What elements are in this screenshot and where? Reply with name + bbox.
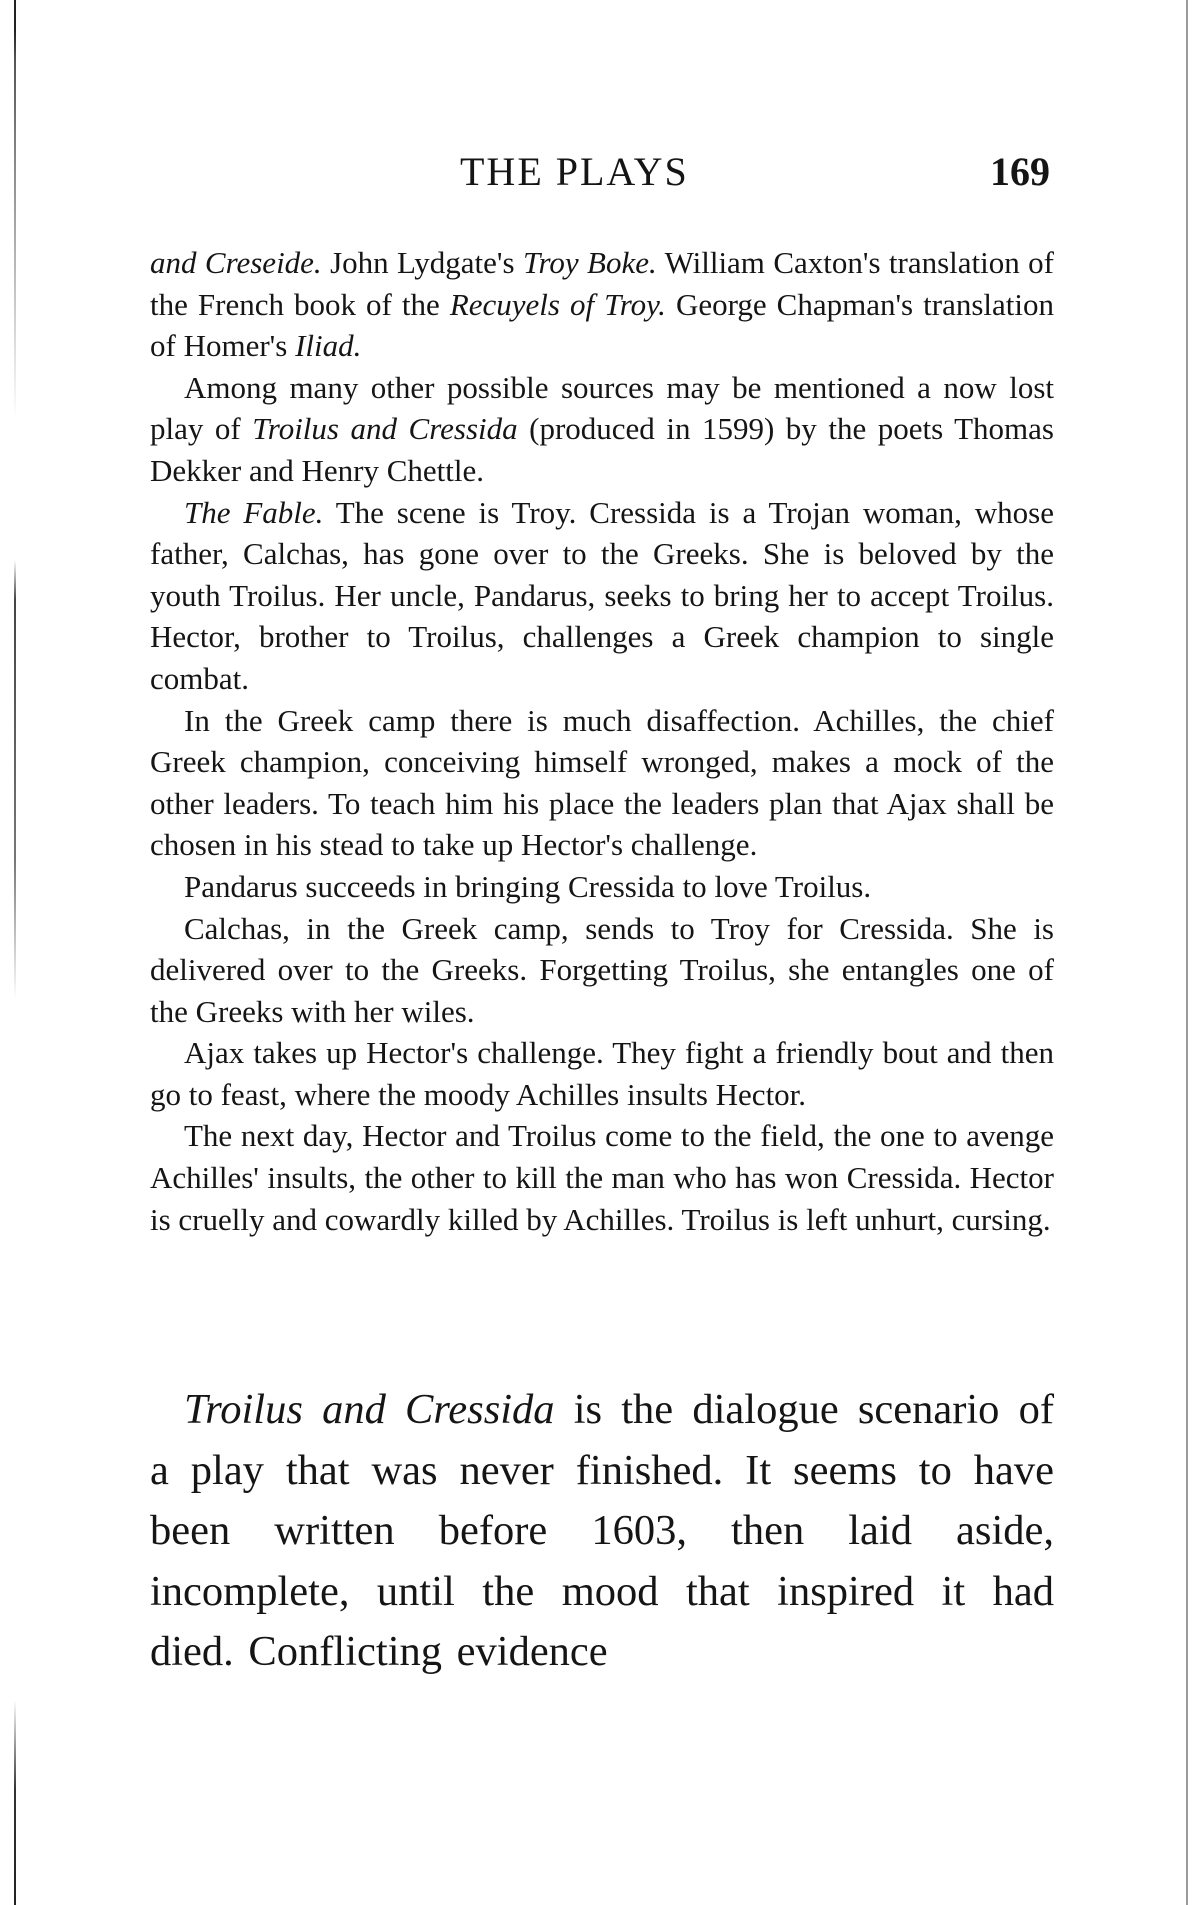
title-troilus-and-creseide: and Creseide.	[150, 245, 322, 280]
title-troy-boke: Troy Boke.	[522, 245, 657, 280]
essay-paragraph	[150, 1380, 1054, 1683]
notes-text: The scene is Troy. Cressida is a Trojan woman, whose father, Calchas, has gone over to the Greeks. She is beloved by the youth Troilus. Her uncle, Pandarus, seeks to bring her to accept Troilus. Hector, brother to Troilus, challenges a Greek champion to single combat.	[150, 494, 1054, 696]
notes-paragraph-greek-camp: In the Greek camp there is much disaffection. Achilles, the chief Greek champion, conceiving himself wronged, makes a mock of the other leaders. To teach him his place the leaders plan that Ajax shall be chosen in his stead to take up Hector's challenge.	[150, 702, 1054, 863]
notes-paragraph-next-day: The next day, Hector and Troilus come to the field, the one to avenge Achilles' insults, the other to kill the man who has won Cressida. Hector is cruelly and cowardly killed by Achilles. Troilus is left unhurt, cursing.	[150, 1118, 1054, 1237]
notes-paragraph-ajax: Ajax takes up Hector's challenge. They fight a friendly bout and then go to feast, where the moody Achilles insults Hector.	[150, 1035, 1054, 1112]
essay-body-text: is the dialogue scenario of a play that was never finished. It seems to have been written before 1603, then laid aside, incomplete, until the mood that inspired it had died. Conflicting evidence	[150, 1386, 1055, 1675]
notes-text: William Caxton's translation of the French book of the	[150, 245, 1054, 322]
title-iliad: Iliad.	[295, 328, 362, 364]
running-head-title: THE PLAYS	[460, 149, 689, 194]
running-head	[150, 148, 1050, 198]
notes-paragraph-other-sources	[150, 367, 1054, 492]
source-notes	[150, 242, 1054, 1240]
notes-text: Among many other possible sources may be mentioned a now lost play of	[150, 369, 1054, 447]
essay-text	[150, 1380, 1054, 1683]
notes-paragraph-pandarus: Pandarus succeeds in bringing Cressida to love Troilus.	[184, 868, 872, 904]
notes-text: (produced in 1599) by the poets Thomas Dekker and Henry Chettle.	[150, 411, 1054, 488]
heading-the-fable: The Fable.	[184, 494, 324, 530]
page-number: 169	[990, 149, 1050, 194]
notes-text: John Lydgate's	[321, 245, 523, 280]
notes-paragraph-sources-continued	[150, 242, 1054, 367]
title-troilus-and-cressida-essay: Troilus and Cressida	[184, 1386, 555, 1433]
title-recuyels-of-troy: Recuyels of Troy.	[449, 286, 666, 322]
notes-text: George Chapman's translation of Homer's	[150, 286, 1054, 364]
notes-paragraph-fable	[150, 492, 1054, 700]
title-troilus-and-cressida: Troilus and Cressida	[252, 411, 518, 447]
notes-paragraph-calchas: Calchas, in the Greek camp, sends to Troy for Cressida. She is delivered over to the Greeks. Forgetting Troilus, she entangles one of the Greeks with her wiles.	[150, 910, 1054, 1029]
